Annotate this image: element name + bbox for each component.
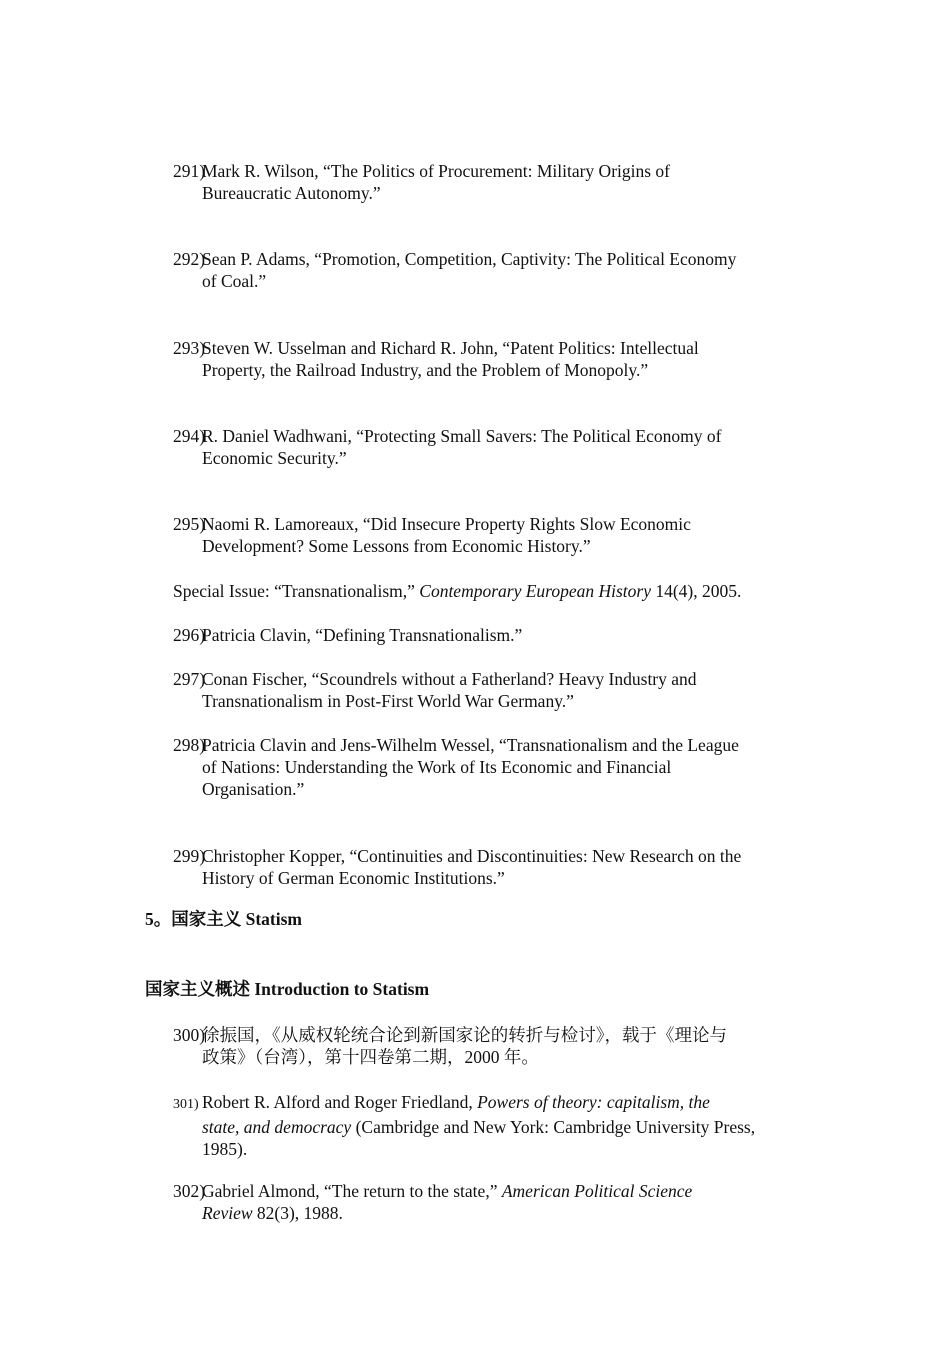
- special-issue-suffix: 14(4), 2005.: [650, 581, 742, 601]
- entry-text: Organisation.”: [202, 779, 305, 799]
- entry-text: (Cambridge and New York: Cambridge University Press,: [351, 1117, 756, 1137]
- entry-number: 299): [173, 846, 206, 866]
- bibliography-entry-300: [173, 1024, 823, 1068]
- entry-text: Transnationalism in Post-First World War Germany.”: [202, 691, 574, 711]
- entry-number: 302): [173, 1181, 206, 1201]
- entry-text: Christopher Kopper, “Continuities and Discontinuities: New Research on the: [202, 846, 742, 866]
- entry-text: Patricia Clavin, “Defining Transnationalism.”: [202, 625, 523, 645]
- journal-title: Contemporary European History: [419, 581, 651, 601]
- bibliography-entry-292: [173, 248, 823, 292]
- section-heading-statism: 5。国家主义 Statism: [145, 909, 303, 929]
- entry-number: 293): [173, 338, 206, 358]
- entry-text: Naomi R. Lamoreaux, “Did Insecure Property Rights Slow Economic: [202, 514, 691, 534]
- entry-text: 1985).: [202, 1139, 248, 1159]
- entry-text: 徐振国，《从威权轮统合论到新国家论的转折与检讨》，载于《理论与: [202, 1025, 727, 1045]
- bibliography-entry-301: [173, 1091, 833, 1160]
- entry-text: Steven W. Usselman and Richard R. John, “Patent Politics: Intellectual: [202, 338, 699, 358]
- entry-text: 82(3), 1988.: [252, 1203, 343, 1223]
- entry-number: 295): [173, 514, 206, 534]
- entry-text: Development? Some Lessons from Economic History.”: [202, 536, 591, 556]
- entry-number: 294): [173, 426, 206, 446]
- special-issue-prefix: Special Issue: “Transnationalism,”: [173, 581, 420, 601]
- entry-text: Robert R. Alford and Roger Friedland,: [202, 1092, 478, 1112]
- journal-title: Review: [202, 1203, 253, 1223]
- entry-text: of Nations: Understanding the Work of Its Economic and Financial: [202, 757, 672, 777]
- bibliography-entry-295: [173, 513, 823, 557]
- entry-number: 291): [173, 161, 206, 181]
- entry-text: R. Daniel Wadhwani, “Protecting Small Savers: The Political Economy of: [202, 426, 722, 446]
- entry-text: Patricia Clavin and Jens-Wilhelm Wessel, “Transnationalism and the League: [202, 735, 739, 755]
- entry-text: History of German Economic Institutions.”: [202, 868, 505, 888]
- subsection-heading-introduction: 国家主义概述 Introduction to Statism: [145, 979, 430, 999]
- entry-text: of Coal.”: [202, 271, 267, 291]
- entry-text: Gabriel Almond, “The return to the state,”: [202, 1181, 502, 1201]
- book-title: Powers of theory: capitalism, the: [477, 1092, 710, 1112]
- entry-text: Sean P. Adams, “Promotion, Competition, Captivity: The Political Economy: [202, 249, 737, 269]
- entry-number: 298): [173, 735, 206, 755]
- bibliography-entry-294: [173, 425, 823, 469]
- bibliography-entry-296: [173, 624, 823, 646]
- bibliography-entry-291: [173, 160, 823, 204]
- entry-number: 297): [173, 669, 206, 689]
- entry-text: Conan Fischer, “Scoundrels without a Fatherland? Heavy Industry and: [202, 669, 697, 689]
- entry-text: Property, the Railroad Industry, and the Problem of Monopoly.”: [202, 360, 649, 380]
- journal-title: American Political Science: [501, 1181, 693, 1201]
- special-issue-line: [173, 580, 853, 602]
- entry-number: 300): [173, 1025, 206, 1045]
- bibliography-entry-293: [173, 337, 823, 381]
- entry-text: Economic Security.”: [202, 448, 347, 468]
- entry-number: 296): [173, 625, 206, 645]
- entry-number: 292): [173, 249, 206, 269]
- entry-text: 政策》（台湾），第十四卷第二期，2000 年。: [202, 1047, 539, 1067]
- bibliography-entry-299: [173, 845, 823, 889]
- bibliography-entry-302: [173, 1180, 823, 1224]
- entry-text: Bureaucratic Autonomy.”: [202, 183, 381, 203]
- entry-number: 301): [173, 1097, 199, 1112]
- bibliography-entry-298: [173, 734, 823, 800]
- book-title: state, and democracy: [202, 1117, 352, 1137]
- entry-text: Mark R. Wilson, “The Politics of Procurement: Military Origins of: [202, 161, 671, 181]
- bibliography-entry-297: [173, 668, 823, 712]
